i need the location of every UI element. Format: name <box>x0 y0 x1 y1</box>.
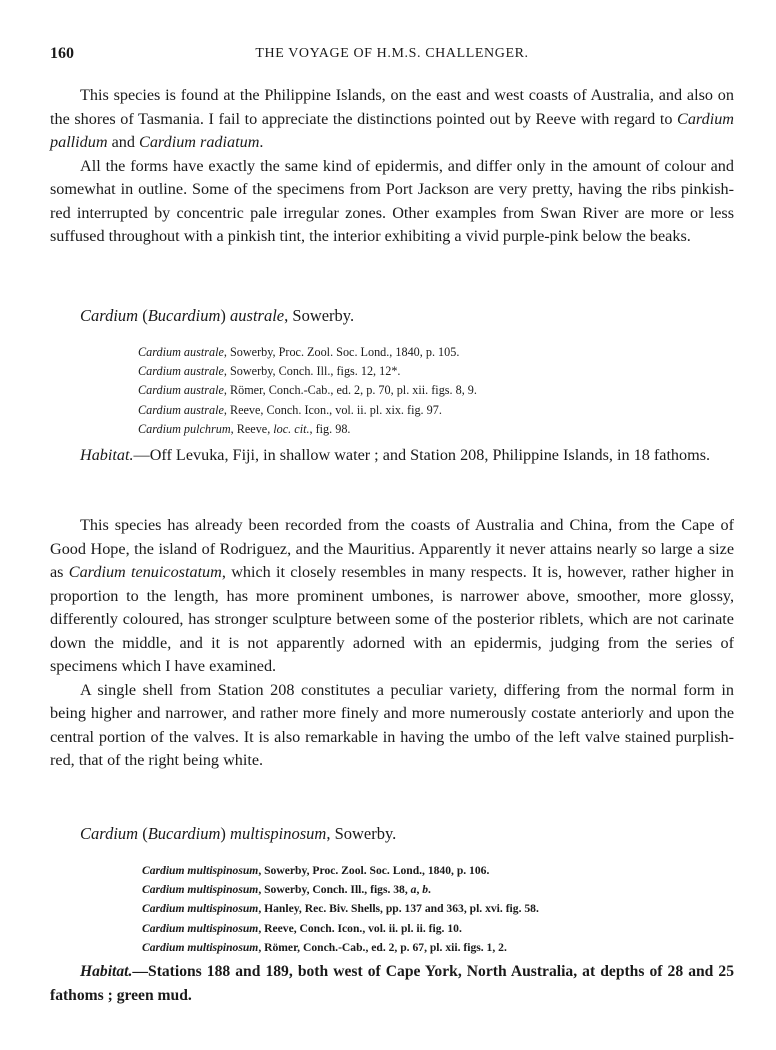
page-number: 160 <box>50 45 74 62</box>
habitat-label: Habitat. <box>80 446 134 464</box>
page-header <box>50 45 734 65</box>
synonym-entry: Cardium multispinosum, Sowerby, Proc. Zool. Soc. Lond., 1840, p. 106. <box>142 864 490 877</box>
synonymy-list-australe <box>138 343 477 439</box>
species-heading-australe: Cardium (Bucardium) australe, Sowerby. <box>80 306 355 325</box>
discussion-australe <box>50 514 734 773</box>
habitat-label: Habitat. <box>80 963 133 980</box>
discussion-paragraph-2: A single shell from Station 208 constitutes a peculiar variety, differing from the normal form in being higher and narrower, and rather more finely and more numerously costate anteriorly and upon the central portion of the valves. It is also remarkable in having the umbo of the left valve stained purplish-red, that of the right being white. <box>50 680 734 769</box>
synonym-entry: Cardium multispinosum, Hanley, Rec. Biv. Shells, pp. 137 and 363, pl. xvi. fig. 58. <box>142 902 539 916</box>
intro-paragraph-2: All the forms have exactly the same kind of epidermis, and differ only in the amount of colour and somewhat in outline. Some of the specimens from Port Jackson are very pretty, having the ribs pinkish-red interrupted by concentric pale irregular zones. Other examples from Swan River are more or less suffused throughout with a pinkish tint, the interior exhibiting a vivid purple-pink below the beaks. <box>50 156 734 245</box>
running-title: THE VOYAGE OF H.M.S. CHALLENGER. <box>255 46 529 61</box>
taxon-name: Cardium radiatum <box>139 133 260 151</box>
synonym-entry: Cardium pulchrum, Reeve, loc. cit., fig. 98. <box>138 421 351 436</box>
synonym-entry: Cardium multispinosum, Reeve, Conch. Icon., vol. ii. pl. ii. fig. 10. <box>142 921 462 935</box>
synonymy-list-multispinosum <box>142 861 539 957</box>
intro-section <box>50 84 734 249</box>
taxon-name: Cardium tenuicostatum <box>68 563 222 581</box>
synonym-entry: Cardium multispinosum, Römer, Conch.-Cab., ed. 2, p. 67, pl. xii. figs. 1, 2. <box>142 940 507 954</box>
synonym-entry: Cardium australe, Reeve, Conch. Icon., vol. ii. pl. xix. fig. 97. <box>138 402 442 417</box>
discussion-paragraph-1: This species has already been recorded from the coasts of Australia and China, from the Cape of Good Hope, the island of Rodriguez, and the Mauritius. Apparently it never attains nearly so large a size as Cardium tenuicostatum, which it closely resembles in many respects. It is, however, rather higher in proportion to the length, has more prominent umbones, is narrower above, smoother, more glossy, differently coloured, has stronger sculpture between some of the posterior riblets, which are not carinate down the middle, and it is not apparently adorned with an epidermis, judging from the series of specimens which I have examined. <box>50 516 735 675</box>
species-heading-multispinosum: Cardium (Bucardium) multispinosum, Sowerby. <box>80 824 397 843</box>
synonym-entry: Cardium australe, Römer, Conch.-Cab., ed. 2, p. 70, pl. xii. figs. 8, 9. <box>138 383 477 398</box>
habitat-australe: Habitat.—Off Levuka, Fiji, in shallow water ; and Station 208, Philippine Islands, in 18 fathoms. <box>80 446 711 464</box>
synonym-entry: Cardium multispinosum, Sowerby, Conch. Ill., figs. 38, a, b. <box>142 883 431 897</box>
taxon-name: Cardium pallidum <box>50 109 734 151</box>
synonym-entry: Cardium australe, Sowerby, Proc. Zool. Soc. Lond., 1840, p. 105. <box>138 345 460 359</box>
habitat-multispinosum: Habitat.—Stations 188 and 189, both west of Cape York, North Australia, at depths of 28 and 25 fathoms ; green mud. <box>50 963 734 1004</box>
synonym-entry: Cardium australe, Sowerby, Conch. Ill., figs. 12, 12*. <box>138 364 401 379</box>
intro-paragraph-1: This species is found at the Philippine Islands, on the east and west coasts of Australia, and also on the shores of Tasmania. I fail to appreciate the distinctions pointed out by Reeve with regard to Cardium pallidum and Cardium radiatum. <box>50 86 734 151</box>
